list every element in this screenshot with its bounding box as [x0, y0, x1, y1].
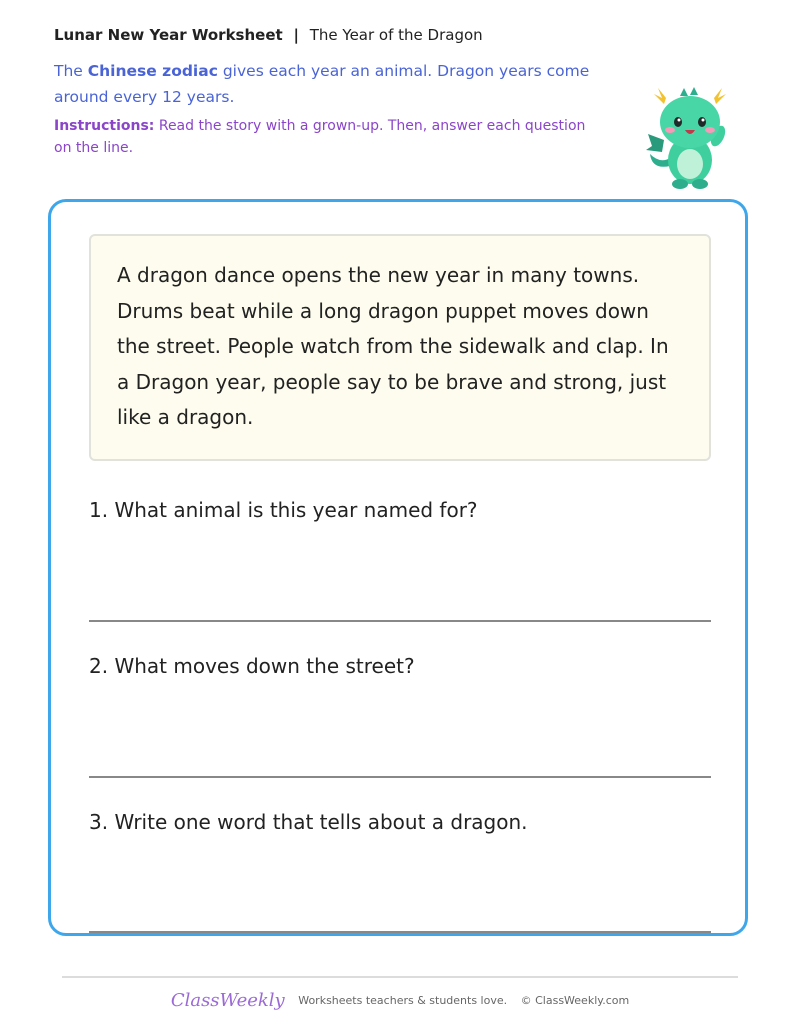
footer-tagline: Worksheets teachers & students love. [298, 994, 508, 1007]
instructions-text: Read the story with a grown-up. Then, answer each question on the line. [54, 118, 586, 156]
footer [0, 990, 800, 1011]
instructions-label: Instructions: [54, 118, 155, 134]
question-3: 3. Write one word that tells about a dragon. [89, 810, 528, 834]
intro-highlight: Chinese zodiac [87, 62, 218, 80]
brand-logo: ClassWeekly [170, 990, 285, 1011]
worksheet-title: Lunar New Year Worksheet [54, 26, 283, 44]
worksheet-subtitle: The Year of the Dragon [309, 26, 483, 44]
header-separator: | [293, 26, 299, 44]
question-1: 1. What animal is this year named for? [89, 498, 478, 522]
footer-divider [62, 976, 738, 978]
answer-line-1[interactable] [89, 620, 711, 622]
answer-line-2[interactable] [89, 776, 711, 778]
dragon-mascot-icon [640, 84, 740, 192]
worksheet-header [54, 26, 483, 44]
instructions [54, 115, 594, 159]
intro-prefix: The [54, 62, 83, 80]
intro-rest: gives each year an animal. Dragon years come around every 12 years. [54, 62, 590, 106]
intro-text [54, 58, 594, 110]
question-2: 2. What moves down the street? [89, 654, 415, 678]
story-passage: A dragon dance opens the new year in many towns. Drums beat while a long dragon puppet moves down the street. People watch from the sidewalk and clap. In a Dragon year, people say to be brave and strong, just like a dragon. [89, 234, 711, 461]
footer-copyright: © ClassWeekly.com [520, 994, 630, 1007]
answer-line-3[interactable] [89, 931, 711, 933]
